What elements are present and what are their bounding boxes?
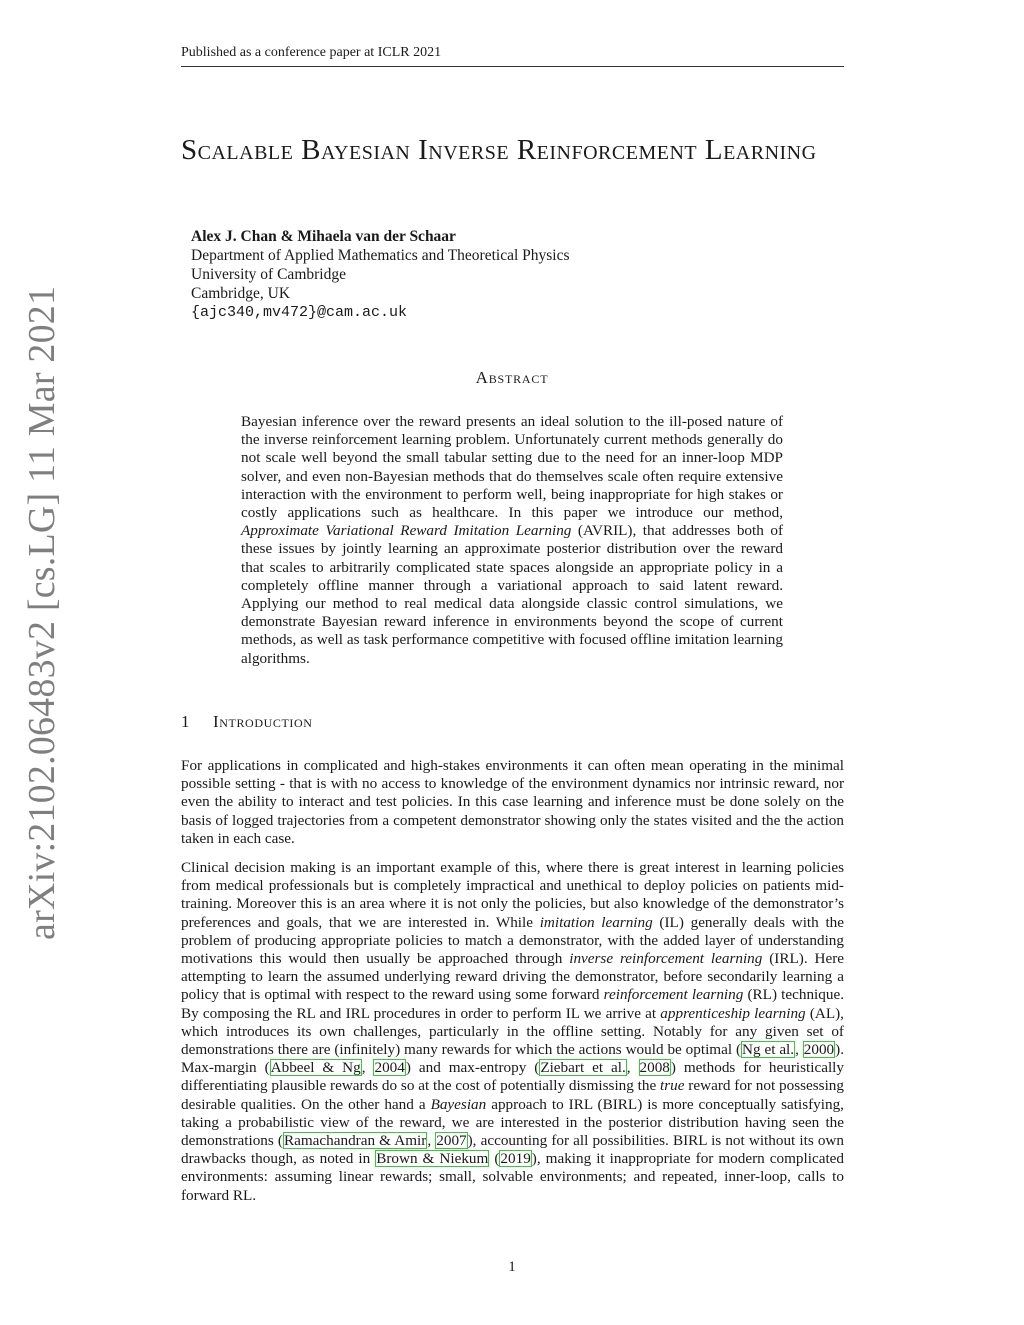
citation-year-link[interactable]: 2019 <box>500 1150 531 1168</box>
text-run: Clinical decision making is an important example of this, where there is great interest in learning policies from medical professionals but is completely impractical and unethical to deploy policies on patients mid-training. Moreover this is an area where it is not only the policies, but also knowledge of the demonstrator’s preferences and goals, that we are interested in. While <box>181 859 844 931</box>
citation-separator: , <box>795 1041 803 1059</box>
text-run: ) and max-entropy ( <box>405 1059 540 1077</box>
abstract-method-name: Approximate Variational Reward Imitation Learning <box>241 522 572 540</box>
citation-link[interactable]: Brown & Niekum <box>376 1150 489 1168</box>
emphasis-term: reinforcement learning <box>603 986 744 1004</box>
arxiv-stamp: arXiv:2102.06483v2 [cs.LG] 11 Mar 2021 <box>21 285 63 940</box>
author-names: Alex J. Chan & Mihaela van der Schaar <box>191 228 456 245</box>
citation-year-link[interactable]: 2004 <box>374 1059 405 1077</box>
section-heading-introduction <box>181 712 313 732</box>
citation-year-link[interactable]: 2000 <box>803 1041 835 1059</box>
citation-separator: ( <box>489 1150 500 1168</box>
citation-separator: , <box>427 1132 436 1150</box>
section-number: 1 <box>181 712 191 731</box>
citation-year-link[interactable]: 2007 <box>436 1132 467 1150</box>
citation-link[interactable]: Ng et al. <box>742 1041 795 1059</box>
author-email: {ajc340,mv472}@cam.ac.uk <box>191 304 408 321</box>
text-run: reward for not possessing desirable qualities. On the other hand a <box>181 1077 844 1113</box>
text-run: approach to IRL (BIRL) is more conceptually satisfying, taking a probabilistic view of the reward, we are interested in the posterior distribution having seen the demonstrations ( <box>181 1095 844 1150</box>
page-number: 1 <box>508 1259 516 1275</box>
author-department: Department of Applied Mathematics and Theoretical Physics <box>191 247 570 264</box>
text-run: (RL) technique. By composing the RL and IRL procedures in order to perform IL we arrive at <box>181 986 845 1022</box>
citation-link[interactable]: Ramachandran & Amir <box>283 1132 427 1150</box>
abstract-text <box>241 413 783 668</box>
abstract-part-2: (AVRIL), that addresses both of these issues by jointly learning an approximate posterior distribution over the reward that scales to arbitrarily complicated state spaces alongside an appropriate policy in a completely offline manner through a variational approach to said latent reward. Applying our method to real medical data alongside classic control simulations, we demonstrate Bayesian reward inference in environments beyond the scope of current methods, as well as task performance competitive with focused offline imitation learning algorithms. <box>241 522 784 667</box>
emphasis-term: apprenticeship learning <box>660 1004 806 1022</box>
emphasis-term: true <box>660 1077 685 1095</box>
author-university: University of Cambridge <box>191 266 346 283</box>
citation-year-link[interactable]: 2008 <box>639 1059 670 1077</box>
text-run: ), accounting for all possibilities. BIRL is not without its own drawbacks though, as noted in <box>181 1132 844 1168</box>
emphasis-term: imitation learning <box>539 913 653 931</box>
emphasis-term: inverse reinforcement learning <box>569 950 763 968</box>
intro-paragraph-2 <box>181 859 844 1205</box>
citation-link[interactable]: Abbeel & Ng <box>270 1059 361 1077</box>
text-run: (IL) generally deals with the problem of producing appropriate policies to match a demonstrator, with the added layer of understanding motivations this would then usually be approached through <box>181 913 844 968</box>
citation-separator: , <box>361 1059 374 1077</box>
text-run: ), making it inappropriate for modern complicated environments: assuming linear rewards; small, solvable environments; and repeated, inner-loop, calls to forward RL. <box>181 1150 844 1204</box>
citation-separator: , <box>626 1059 639 1077</box>
paper-title: Scalable Bayesian Inverse Reinforcement Learning <box>181 134 817 166</box>
emphasis-term: Bayesian <box>430 1095 487 1113</box>
intro-paragraph-1: For applications in complicated and high-stakes environments it can often mean operating in the minimal possible setting - that is with no access to knowledge of the environment dynamics nor intrinsic reward, nor even the ability to interact and test policies. In this case learning and inference must be done solely on the basis of logged trajectories from a competent demonstrator showing only the states visited and the the action taken in each case. <box>181 757 844 847</box>
author-location: Cambridge, UK <box>191 285 291 302</box>
running-header: Published as a conference paper at ICLR 2021 <box>181 44 844 67</box>
text-run: ). Max-margin ( <box>181 1041 844 1077</box>
text-run: ) methods for heuristically differentiating plausible rewards do so at the cost of potentially dismissing the <box>181 1059 844 1095</box>
text-run: (AL), which introduces its own challenges, particularly in the offline setting. Notably for any given set of demonstrations there are (infinitely) many rewards for which the actions would be optimal ( <box>181 1004 844 1059</box>
section-title: Introduction <box>213 712 313 731</box>
abstract-part-1: Bayesian inference over the reward presents an ideal solution to the ill-posed nature of the inverse reinforcement learning problem. Unfortunately current methods generally do not scale well beyond the small tabular setting due to the need for an inner-loop MDP solver, and even non-Bayesian methods that do themselves scale often require extensive interaction with the environment to perform well, being inappropriate for high stakes or costly applications such as healthcare. In this paper we introduce our method, <box>241 413 783 522</box>
author-block <box>191 227 570 322</box>
text-run: (IRL). Here attempting to learn the assumed underlying reward driving the demonstrator, before secondarily learning a policy that is optimal with respect to the reward using some forward <box>181 950 844 1004</box>
abstract-heading: Abstract <box>475 368 549 387</box>
citation-link[interactable]: Ziebart et al. <box>540 1059 626 1077</box>
